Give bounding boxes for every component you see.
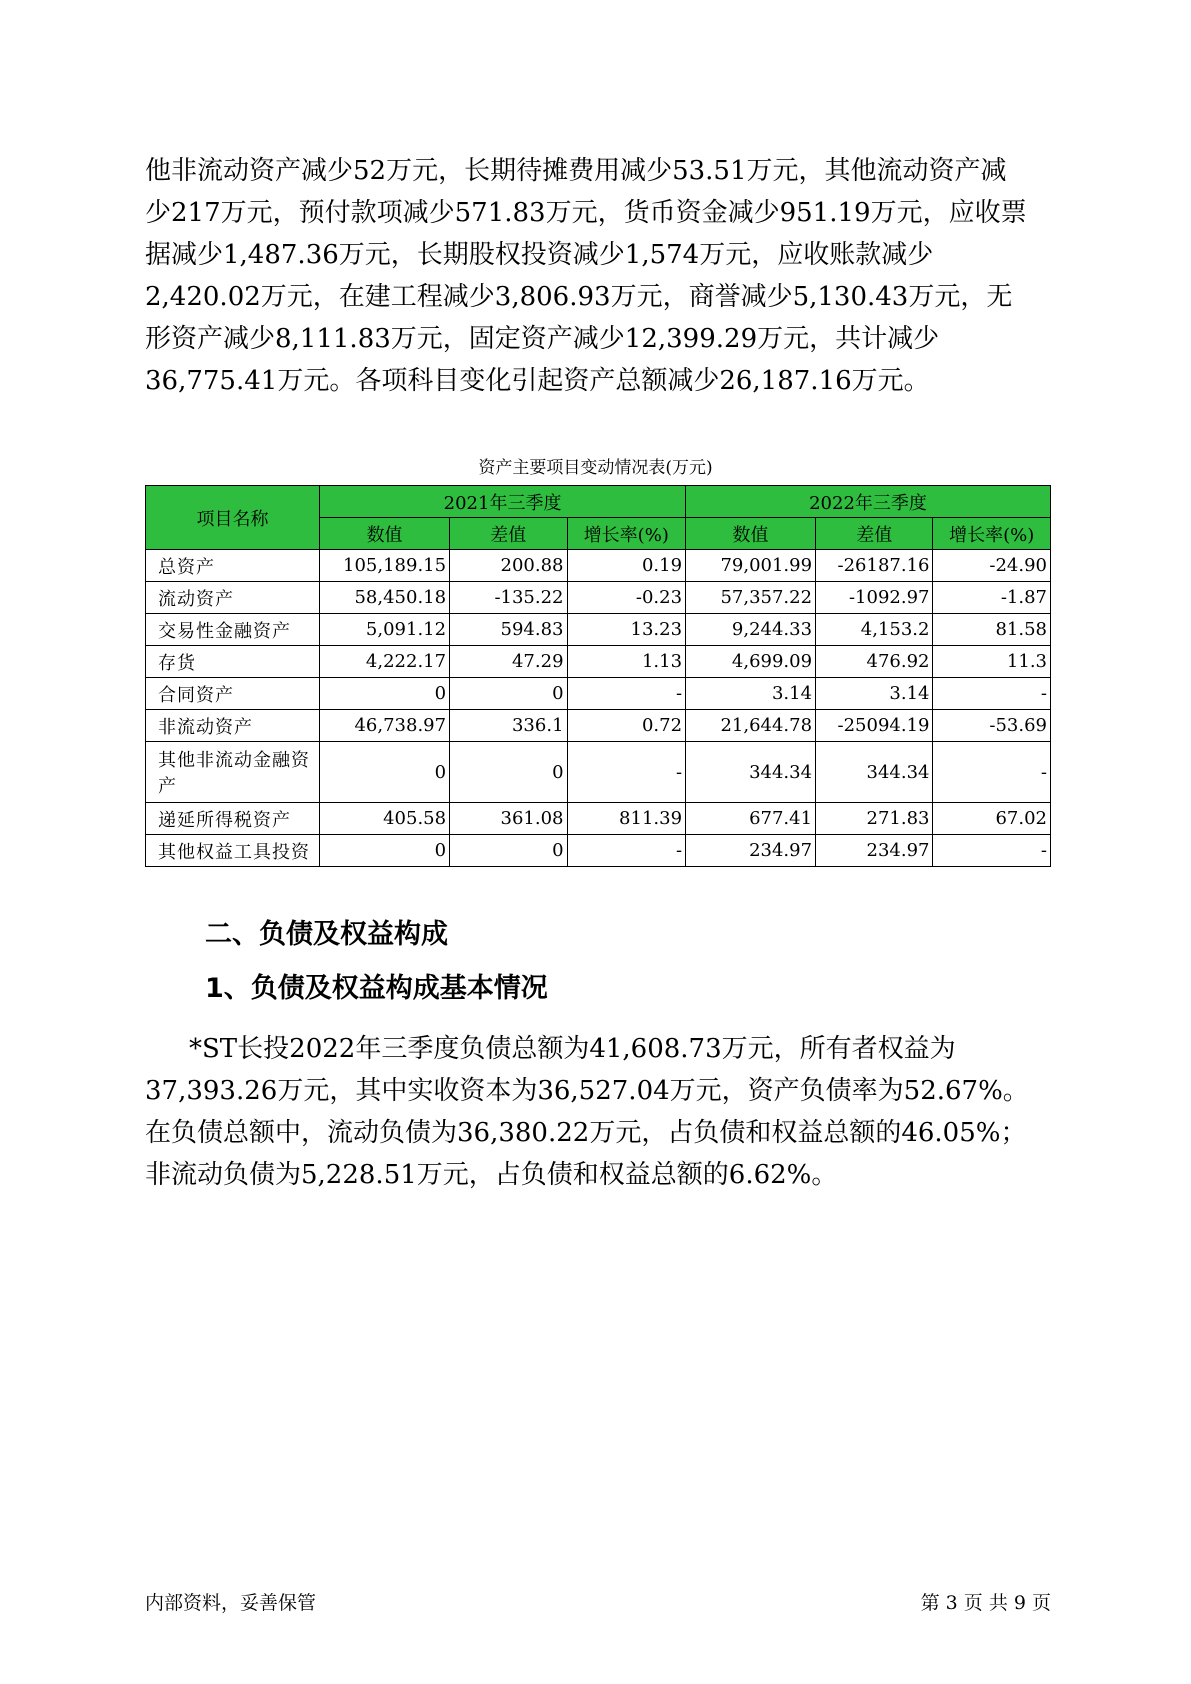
- row-value-cell: 4,222.17: [320, 646, 450, 678]
- row-value-cell: 336.1: [450, 710, 567, 742]
- table-caption: 资产主要项目变动情况表(万元): [478, 458, 713, 478]
- table-row: [146, 614, 1051, 646]
- row-value-cell: 405.58: [320, 803, 450, 835]
- row-value-cell: 0.72: [567, 710, 686, 742]
- row-value-cell: -: [567, 835, 686, 867]
- header-rate-2021: 增长率(%): [567, 518, 686, 550]
- body-line: 37,393.26万元，其中实收资本为36,527.04万元，资产负债率为52.67%。: [145, 1076, 1029, 1106]
- row-value-cell: 677.41: [686, 803, 816, 835]
- row-item-name: 存货: [146, 646, 320, 678]
- subsection-heading: 1、负债及权益构成基本情况: [205, 973, 548, 1004]
- table-row: [146, 678, 1051, 710]
- row-value-cell: 0: [450, 678, 567, 710]
- body-paragraph: [145, 1028, 1055, 1196]
- body-line: *ST长投2022年三季度负债总额为41,608.73万元，所有者权益为: [189, 1034, 956, 1064]
- body-line: 非流动负债为5,228.51万元，占负债和权益总额的6.62%。: [145, 1160, 838, 1190]
- header-diff-2022: 差值: [816, 518, 933, 550]
- row-value-cell: 4,699.09: [686, 646, 816, 678]
- row-value-cell: 58,450.18: [320, 582, 450, 614]
- row-value-cell: -1092.97: [816, 582, 933, 614]
- header-diff-2021: 差值: [450, 518, 567, 550]
- row-value-cell: 0: [320, 742, 450, 803]
- row-value-cell: -: [933, 835, 1051, 867]
- row-value-cell: 1.13: [567, 646, 686, 678]
- row-value-cell: 105,189.15: [320, 550, 450, 582]
- table-row: [146, 710, 1051, 742]
- header-item-name: 项目名称: [146, 486, 320, 550]
- header-value-2022: 数值: [686, 518, 816, 550]
- row-value-cell: 361.08: [450, 803, 567, 835]
- row-value-cell: -: [567, 742, 686, 803]
- row-value-cell: 234.97: [816, 835, 933, 867]
- header-value-2021: 数值: [320, 518, 450, 550]
- footer-confidential-note: 内部资料，妥善保管: [145, 1592, 317, 1614]
- row-value-cell: 811.39: [567, 803, 686, 835]
- row-value-cell: 271.83: [816, 803, 933, 835]
- intro-line: 据减少1,487.36万元，长期股权投资减少1,574万元，应收账款减少: [145, 240, 934, 270]
- row-value-cell: 81.58: [933, 614, 1051, 646]
- row-value-cell: 200.88: [450, 550, 567, 582]
- row-value-cell: -26187.16: [816, 550, 933, 582]
- row-value-cell: 0: [450, 835, 567, 867]
- row-value-cell: 9,244.33: [686, 614, 816, 646]
- row-value-cell: 234.97: [686, 835, 816, 867]
- table-row: [146, 550, 1051, 582]
- row-value-cell: 0: [450, 742, 567, 803]
- row-value-cell: 0: [320, 835, 450, 867]
- row-value-cell: 4,153.2: [816, 614, 933, 646]
- intro-line: 形资产减少8,111.83万元，固定资产减少12,399.29万元，共计减少: [145, 324, 940, 354]
- row-item-name: 递延所得税资产: [146, 803, 320, 835]
- table-row: [146, 646, 1051, 678]
- row-value-cell: -135.22: [450, 582, 567, 614]
- intro-line: 少217万元，预付款项减少571.83万元，货币资金减少951.19万元，应收票: [145, 198, 1027, 228]
- row-value-cell: -: [933, 678, 1051, 710]
- table-row: [146, 742, 1051, 803]
- body-line: 在负债总额中，流动负债为36,380.22万元，占负债和权益总额的46.05%；: [145, 1118, 1027, 1148]
- row-value-cell: 344.34: [816, 742, 933, 803]
- row-value-cell: 0.19: [567, 550, 686, 582]
- table-row: [146, 803, 1051, 835]
- header-group-2021: 2021年三季度: [320, 486, 686, 518]
- header-rate-2022: 增长率(%): [933, 518, 1051, 550]
- row-value-cell: -25094.19: [816, 710, 933, 742]
- intro-line: 2,420.02万元，在建工程减少3,806.93万元，商誉减少5,130.43万元，无: [145, 282, 1013, 312]
- row-value-cell: 3.14: [816, 678, 933, 710]
- row-value-cell: 0: [320, 678, 450, 710]
- row-item-name: 非流动资产: [146, 710, 320, 742]
- asset-change-table: [145, 485, 1051, 867]
- row-value-cell: 11.3: [933, 646, 1051, 678]
- row-value-cell: 476.92: [816, 646, 933, 678]
- table-row: [146, 835, 1051, 867]
- row-value-cell: -0.23: [567, 582, 686, 614]
- footer-page-number: 第 3 页 共 9 页: [920, 1592, 1051, 1614]
- row-value-cell: 594.83: [450, 614, 567, 646]
- row-value-cell: -24.90: [933, 550, 1051, 582]
- row-value-cell: 5,091.12: [320, 614, 450, 646]
- row-item-name: 总资产: [146, 550, 320, 582]
- row-value-cell: 67.02: [933, 803, 1051, 835]
- row-value-cell: 57,357.22: [686, 582, 816, 614]
- row-value-cell: 46,738.97: [320, 710, 450, 742]
- row-value-cell: -53.69: [933, 710, 1051, 742]
- row-item-name: 合同资产: [146, 678, 320, 710]
- row-value-cell: 344.34: [686, 742, 816, 803]
- intro-line: 他非流动资产减少52万元，长期待摊费用减少53.51万元，其他流动资产减: [145, 156, 1007, 186]
- row-value-cell: 47.29: [450, 646, 567, 678]
- section-heading: 二、负债及权益构成: [205, 919, 448, 950]
- row-value-cell: 3.14: [686, 678, 816, 710]
- intro-paragraph: [145, 150, 1055, 402]
- row-item-name: 其他权益工具投资: [146, 835, 320, 867]
- row-value-cell: -1.87: [933, 582, 1051, 614]
- row-value-cell: 21,644.78: [686, 710, 816, 742]
- row-value-cell: -: [567, 678, 686, 710]
- intro-line: 36,775.41万元。各项科目变化引起资产总额减少26,187.16万元。: [145, 366, 930, 396]
- header-group-2022: 2022年三季度: [686, 486, 1051, 518]
- row-value-cell: 13.23: [567, 614, 686, 646]
- row-item-name: 交易性金融资产: [146, 614, 320, 646]
- row-item-name: 流动资产: [146, 582, 320, 614]
- row-value-cell: 79,001.99: [686, 550, 816, 582]
- table-row: [146, 582, 1051, 614]
- row-item-name: 其他非流动金融资产: [146, 742, 320, 803]
- row-value-cell: -: [933, 742, 1051, 803]
